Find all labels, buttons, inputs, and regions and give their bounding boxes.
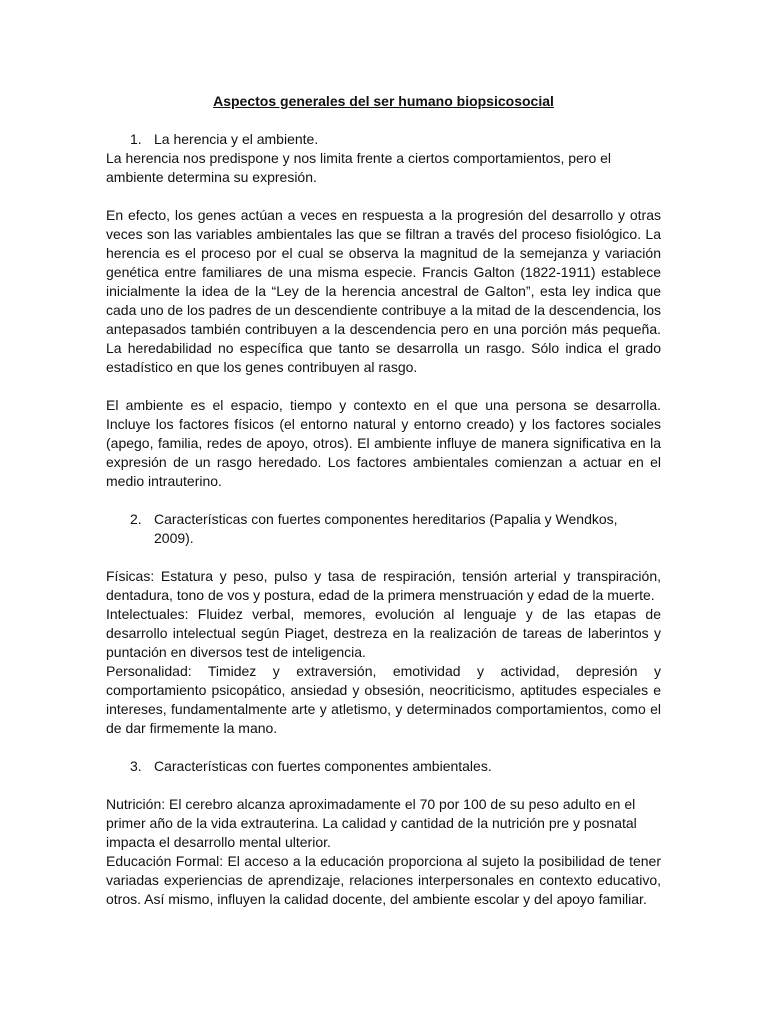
paragraph: El ambiente es el espacio, tiempo y contexto en el que una persona se desarrolla. Incluye los factores físicos (el entorno natural y entorno creado) y los factores sociales (apego, familia, redes de apoyo, otros). El ambiente influye de manera significativa en la expresión de un rasgo heredado. Los factores ambientales comienzan a actuar en el medio intrauterino. — [106, 397, 661, 489]
document-body — [106, 92, 661, 909]
section-1-heading — [106, 130, 661, 149]
paragraph: En efecto, los genes actúan a veces en respuesta a la progresión del desarrollo y otras veces son las variables ambientales las que se filtran a través del proceso fisiológico. La herencia es el proceso por el cual se observa la magnitud de la semejanza y variación genética entre familiares de una misma especie. Francis Galton (1822-1911) establece inicialmente la idea de la “Ley de la herencia ancestral de Galton”, esta ley indica que cada uno de los padres de un descendiente contribuye a la mitad de la descendencia, los antepasados también contribuyen a la descendencia pero en una porción más pequeña. La heredabilidad no específica que tanto se desarrolla un rasgo. Sólo indica el grado estadístico en que los genes contribuyen al rasgo. — [106, 207, 661, 375]
section-3-heading — [106, 757, 661, 776]
paragraph: La herencia nos predispone y nos limita frente a ciertos comportamientos, pero el ambiente determina su expresión. — [106, 150, 612, 185]
section-2-number: 2. — [130, 511, 142, 527]
paragraph: Educación Formal: El acceso a la educación proporciona al sujeto la posibilidad de tener variadas experiencias de aprendizaje, relaciones interpersonales en contexto educativo, otros. Así mismo, influyen la calidad docente, del ambiente escolar y del apoyo familiar. — [106, 853, 661, 907]
section-2-title: Características con fuertes componentes hereditarios (Papalia y Wendkos, 2009). — [154, 511, 618, 546]
section-3-title: Características con fuertes componentes ambientales. — [154, 758, 492, 774]
paragraph: Intelectuales: Fluidez verbal, memores, evolución al lenguaje y de las etapas de desarrollo intelectual según Piaget, destreza en la realización de tareas de laberintos y puntación en diversos test de inteligencia. — [106, 606, 661, 660]
paragraph: Nutrición: El cerebro alcanza aproximadamente el 70 por 100 de su peso adulto en el primer año de la vida extrauterina. La calidad y cantidad de la nutrición pre y posnatal impacta el desarrollo mental ulterior. — [106, 796, 637, 850]
paragraph: Físicas: Estatura y peso, pulso y tasa de respiración, tensión arterial y transpiración, dentadura, tono de vos y postura, edad de la primera menstruación y edad de la muerte. — [106, 568, 661, 603]
section-2-heading — [106, 510, 661, 548]
section-3-number: 3. — [130, 758, 142, 774]
document-title: Aspectos generales del ser humano biopsicosocial — [213, 93, 554, 109]
paragraph: Personalidad: Timidez y extraversión, emotividad y actividad, depresión y comportamiento psicopático, ansiedad y obsesión, neocriticismo, aptitudes especiales e intereses, fundamentalmente arte y atletismo, y determinados comportamientos, como el de dar firmemente la mano. — [106, 663, 661, 736]
section-1-title: La herencia y el ambiente. — [154, 131, 319, 147]
section-1-number: 1. — [130, 131, 142, 147]
